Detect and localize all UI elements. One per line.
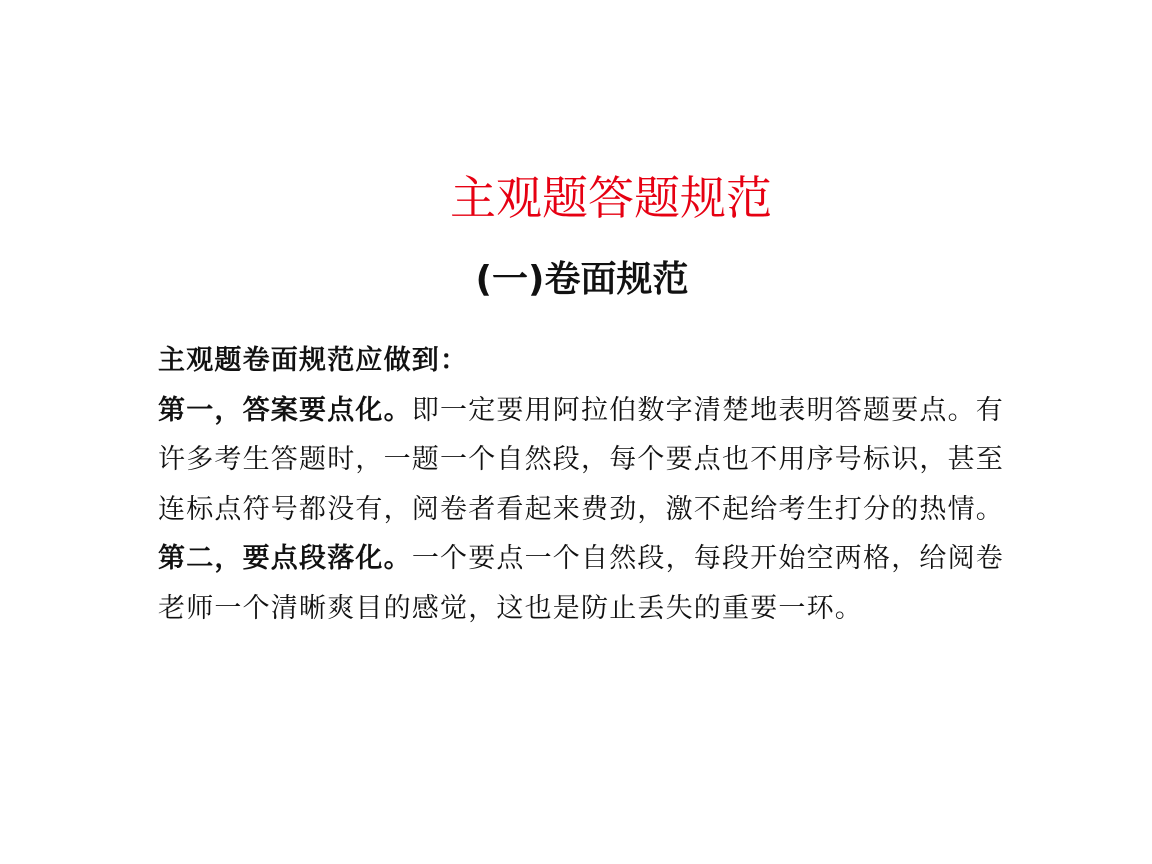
point-lead-2: 第二，要点段落化。	[158, 543, 412, 574]
intro-line: 主观题卷面规范应做到：	[158, 345, 469, 376]
section-heading: (一)卷面规范	[475, 259, 689, 300]
point-paragraph-1	[158, 386, 1008, 535]
point-lead-1: 第一，答案要点化。	[158, 394, 412, 426]
slide-body	[158, 336, 1008, 633]
point-text-1: 即一定要用阿拉伯数字清楚地表明答题要点。有许多考生答题时，一题一个自然段，每个要点也不用序号标识，甚至连标点符号都没有，阅卷者看起来费劲，激不起给考生打分的热情。	[158, 394, 1005, 525]
slide-title: 主观题答题规范	[450, 171, 772, 225]
point-text-2: 一个要点一个自然段，每段开始空两格，给阅卷老师一个清晰爽目的感觉，这也是防止丢失的重要一环。	[158, 543, 1005, 624]
point-paragraph-2	[158, 534, 1008, 633]
